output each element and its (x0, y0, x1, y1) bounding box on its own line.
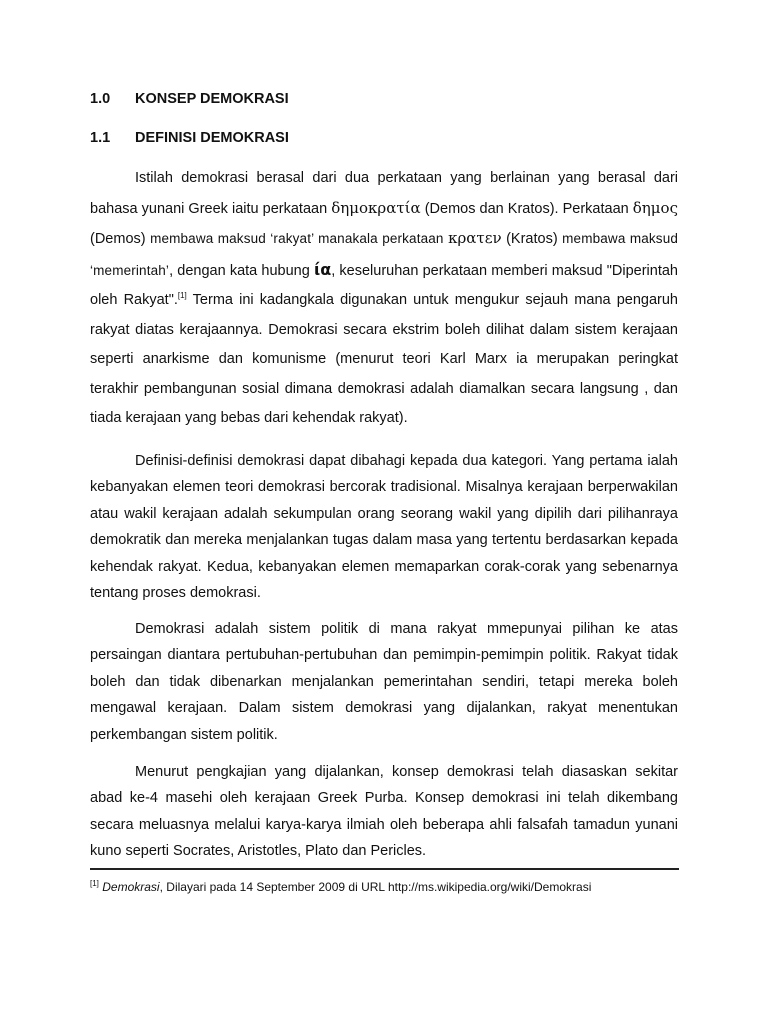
p1-text: membawa maksud ‘memerintah’ (90, 231, 679, 278)
footnote (90, 879, 591, 895)
paragraph-4: Menurut pengkajian yang dijalankan, konsep demokrasi telah diasaskan sekitar abad ke-4 masehi oleh kerajaan Greek Purba. Konsep demokrasi ini telah dikembang secara meluasnya melalui karya-karya ilmiah oleh beberapa ahli falsafah tamadun yunani kuno seperti Socrates, Aristotles, Plato dan Pericles. (90, 764, 678, 860)
greek-word-ia: ία (313, 259, 332, 279)
p1-text: Istilah demokrasi berasal dari dua perkataan yang berlainan yang berasal dari bahasa yunani Greek iaitu perkataan (90, 170, 678, 217)
subsection-heading (90, 129, 289, 147)
p1-text: , dengan kata hubung (169, 262, 314, 279)
paragraph-1 (90, 164, 678, 434)
subsection-title: DEFINISI DEMOKRASI (135, 130, 289, 146)
p1-text: membawa maksud ‘rakyat’ manakala perkataan (150, 231, 444, 246)
footnote-title: Demokrasi (102, 880, 160, 894)
paragraph-3: Demokrasi adalah sistem politik di mana rakyat mmepunyai pilihan ke atas persaingan diantara pertubuhan-pertubuhan dan pemimpin-pemimpin politik. Rakyat tidak boleh dan tidak dibenarkan menjalankan pemerintahan sendiri, tetapi mereka boleh mengawal kerajaan. Dalam sistem demokrasi yang dijalankan, rakyat menentukan perkembangan sistem politik. (90, 621, 678, 743)
subsection-number: 1.1 (90, 130, 111, 146)
footnote-marker: [1] (90, 879, 99, 888)
footnote-reference[interactable]: [1] (177, 291, 187, 300)
p1-text: (Demos) (90, 231, 151, 247)
section-number: 1.0 (90, 91, 111, 107)
greek-word-kratos: κρατεν (448, 229, 502, 247)
paragraph-2: Definisi-definisi demokrasi dapat dibahagi kepada dua kategori. Yang pertama ialah kebanyakan elemen teori demokrasi bercorak tradisional. Misalnya kerajaan berperwakilan atau wakil kerajaan adalah sekumpulan orang seorang wakil yang dipilih dari pilihanraya demokratik dan mereka menjalankan tugas dalam masa yang tertentu berdasarkan kepada kehendak rakyat. Kedua, kebanyakan elemen memaparkan corak-corak yang sebenarnya tentang proses demokrasi. (90, 453, 678, 602)
p1-text: (Kratos) (501, 231, 563, 247)
p1-text: Terma ini kadangkala digunakan untuk mengukur sejauh mana pengaruh rakyat diatas kerajaannya. Demokrasi secara ekstrim boleh dilihat dalam sistem kerajaan seperti anarkisme dan komunisme (menurut teori Karl Marx ia merupakan peringkat terakhir pembangunan sosial dimana demokrasi adalah diamalkan secara langsung , dan tiada kerajaan yang bebas dari kehendak rakyat). (90, 292, 678, 426)
p1-text: (Demos dan Kratos). Perkataan (420, 200, 633, 217)
section-title: KONSEP DEMOKRASI (135, 91, 289, 107)
p1-text: , keseluruhan perkataan memberi maksud "Diperintah oleh Rakyat". (90, 262, 678, 308)
section-heading (90, 90, 289, 108)
greek-word-demokratia: δημοκρατία (331, 198, 421, 217)
greek-word-demos: δημος (632, 198, 678, 217)
footnote-divider (90, 868, 679, 870)
footnote-text: , Dilayari pada 14 September 2009 di URL http://ms.wikipedia.org/wiki/Demokrasi (159, 880, 592, 894)
